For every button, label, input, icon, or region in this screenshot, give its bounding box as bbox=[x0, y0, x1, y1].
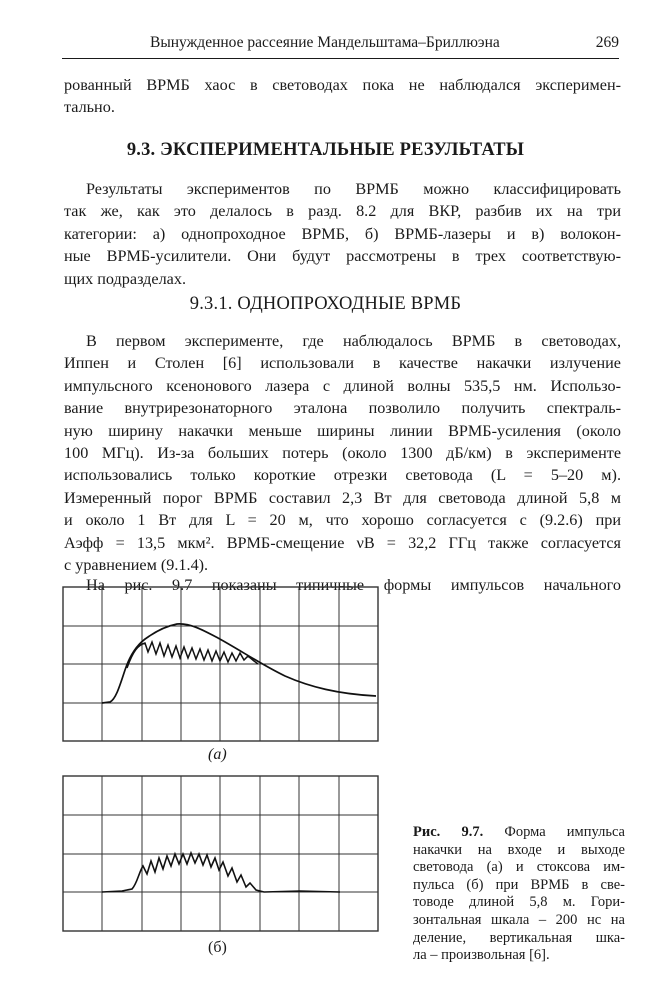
text-line: использовались только короткие отрезки световода (L = 5–20 м). bbox=[64, 466, 621, 485]
text-line: рованный ВРМБ хаос в световодах пока не наблюдался эксперимен- bbox=[64, 76, 621, 94]
caption-line: пульса (б) при ВРМБ в све- bbox=[413, 876, 625, 893]
figure-caption bbox=[413, 824, 625, 965]
pump-input-trace bbox=[102, 624, 376, 703]
caption-figure-number: Рис. 9.7. bbox=[413, 824, 484, 840]
subsection-heading: 9.3.1. ОДНОПРОХОДНЫЕ ВРМБ bbox=[189, 294, 462, 314]
section-paragraph bbox=[64, 178, 621, 290]
subsection-paragraph bbox=[64, 330, 621, 576]
caption-line: зонтальная шкала – 200 нс на bbox=[413, 911, 625, 928]
text-line: вание внутрирезонаторного эталона позволило получить спектраль- bbox=[64, 399, 621, 418]
oscillogram-b bbox=[60, 773, 382, 935]
text-line: импульсного ксенонового лазера с длиной волны 535,5 нм. Использо- bbox=[64, 376, 621, 395]
caption-line: световода (а) и стоксова им- bbox=[413, 859, 625, 876]
oscillogram-a bbox=[60, 584, 382, 744]
text-line: ную ширину накачки меньше ширины линии ВРМБ-усиления (около bbox=[64, 421, 621, 440]
text-line: и около 1 Вт для L = 20 м, что хорошо согласуется с (9.2.6) при bbox=[64, 511, 621, 530]
header-rule bbox=[62, 58, 619, 59]
caption-text: Форма импульса bbox=[504, 824, 625, 840]
figure-label-a: (а) bbox=[208, 746, 227, 763]
running-title: Вынужденное рассеяние Мандельштама–Бриллюэна bbox=[150, 34, 500, 51]
caption-line: деление, вертикальная шка- bbox=[413, 929, 625, 946]
text-line: Результаты экспериментов по ВРМБ можно классифицировать bbox=[86, 180, 621, 198]
caption-line: ла – произвольная [6]. bbox=[413, 947, 550, 964]
section-heading: 9.3. ЭКСПЕРИМЕНТАЛЬНЫЕ РЕЗУЛЬТАТЫ bbox=[126, 140, 525, 160]
text-line: с уравнением (9.1.4). bbox=[64, 556, 209, 575]
text-line: тально. bbox=[64, 98, 115, 117]
text-line: 100 МГц). Из-за больших потерь (около 1300 дБ/км) в эксперименте bbox=[64, 444, 621, 463]
text-line: Aэфф = 13,5 мкм². ВРМБ-смещение νB = 32,2 ГГц также согласуется bbox=[64, 533, 621, 552]
intro-paragraph bbox=[64, 74, 621, 119]
text-line: Измеренный порог ВРМБ составил 2,3 Вт для световода длиной 5,8 м bbox=[64, 488, 621, 507]
text-line: На рис. 9.7 показаны типичные формы импульсов начального bbox=[86, 576, 621, 594]
stokes-pulse-trace bbox=[102, 853, 340, 892]
running-head bbox=[62, 34, 619, 54]
text-line: ные ВРМБ-усилители. Они будут рассмотрены в трех соответствую- bbox=[64, 247, 621, 266]
caption-line: накачки на входе и выходе bbox=[413, 841, 625, 858]
page-number: 269 bbox=[595, 34, 619, 51]
text-line: категории: а) однопроходное ВРМБ, б) ВРМБ-лазеры и в) волокон- bbox=[64, 224, 621, 243]
text-line: так же, как это делалось в разд. 8.2 для ВКР, разбив их на три bbox=[64, 202, 621, 221]
text-line: Иппен и Столен [6] использовали в качестве накачки излучение bbox=[64, 354, 621, 373]
caption-line: товоде длиной 5,8 м. Гори- bbox=[413, 894, 625, 911]
figure-label-b: (б) bbox=[208, 939, 227, 956]
text-line: щих подразделах. bbox=[64, 269, 186, 288]
text-line: В первом эксперименте, где наблюдалось ВРМБ в световодах, bbox=[86, 332, 621, 350]
caption-line bbox=[413, 824, 625, 842]
